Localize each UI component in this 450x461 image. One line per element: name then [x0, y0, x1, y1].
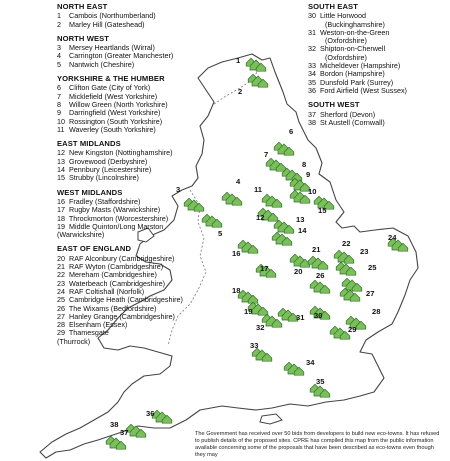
map-site-number-label: 13: [296, 215, 305, 224]
isle-of-wight: [260, 414, 282, 424]
map-site-number-label: 23: [360, 247, 369, 256]
legend-site-number: 13: [57, 156, 65, 166]
map-site-number-label: 21: [312, 245, 321, 254]
legend-site-name: Cambridge Heath (Cambridgeshire): [69, 295, 183, 305]
map-site-number-label: 37: [120, 428, 129, 437]
legend-site-number: 8: [57, 99, 61, 109]
map-site-number-label: 29: [348, 325, 357, 334]
legend-region-heading: WEST MIDLANDS: [57, 187, 123, 197]
legend-site-number: 36: [308, 85, 316, 95]
map-site-number-label: 16: [232, 249, 241, 258]
map-site-number-label: 34: [306, 358, 315, 367]
legend-site-name: Sherford (Devon): [320, 109, 376, 119]
legend-site-name: Clifton Gate (City of York): [69, 83, 151, 93]
map-site-number-label: 36: [146, 409, 155, 418]
legend-region-heading: YORKSHIRE & THE HUMBER: [57, 74, 165, 84]
legend-site-name: Waverley (South Yorkshire): [69, 124, 156, 134]
legend-site-item: [57, 338, 207, 346]
legend-region-heading: SOUTH EAST: [308, 2, 358, 11]
legend-site-number: 17: [57, 205, 65, 215]
legend-site-name: RAF Alconbury (Cambridgeshire): [69, 253, 175, 263]
legend-site-item: [57, 174, 207, 182]
legend-site-name: Middle Quinton/Long Marston: [69, 221, 164, 231]
legend-region-group: [308, 101, 448, 127]
legend-region-group: [57, 75, 207, 134]
legend-site-number: 16: [57, 196, 65, 206]
eco-town-marker-icon: [106, 436, 126, 449]
legend-site-name: Darringfield (West Yorkshire): [69, 108, 161, 118]
legend-site-name: Mereham (Cambridgeshire): [69, 270, 157, 280]
legend-region-group: [308, 3, 448, 95]
legend-site-name: (Buckinghamshire): [325, 19, 385, 29]
legend-site-number: 3: [57, 43, 61, 53]
map-site-number-label: 24: [388, 233, 397, 242]
map-site-number-label: 25: [368, 263, 377, 272]
legend-site-number: 1: [57, 11, 61, 21]
map-site-number-label: 31: [296, 313, 305, 322]
legend-site-name: Throckmorton (Worcestershire): [68, 213, 169, 223]
map-site-number-label: 8: [302, 160, 307, 169]
legend-site-number: 15: [57, 173, 65, 183]
legend-site-number: 26: [57, 303, 65, 313]
legend-region-group: [57, 35, 207, 69]
map-site-number-label: 14: [298, 226, 307, 235]
map-site-number-label: 22: [342, 239, 351, 248]
legend-site-item: [308, 87, 448, 95]
legend-site-name: RAF Coltishall (Norfolk): [69, 286, 145, 296]
legend-site-number: 19: [57, 221, 65, 231]
footnote-text: The Government has received over 50 bids from developers to build new eco-towns. It has refused to publish details of the proposed sites. CPRE has compiled this map from the public information available concerning some of the proposals that have been described as eco-towns even though they may: [195, 431, 440, 458]
map-site-number-label: 27: [366, 289, 375, 298]
legend-site-name: Weston-on-the-Green: [320, 27, 390, 37]
legend-site-name: Micheldever (Hampshire): [320, 61, 401, 71]
legend-site-name: Pennbury (Leicestershire): [69, 165, 152, 175]
legend-region-heading: EAST MIDLANDS: [57, 139, 121, 149]
legend-region-heading: NORTH EAST: [57, 2, 108, 11]
legend-site-name: (Oxfordshire): [325, 52, 367, 62]
legend-site-name: Marley Hill (Gateshead): [69, 19, 145, 29]
legend-site-number: 34: [308, 69, 316, 79]
map-site-number-label: 35: [316, 377, 325, 386]
legend-site-item: [57, 21, 207, 29]
legend-right: [308, 3, 448, 133]
legend-site-item: [57, 126, 207, 134]
legend-site-name: Fradley (Staffordshire): [69, 196, 141, 206]
legend-site-name: St Austell (Cornwall): [320, 117, 385, 127]
legend-site-number: 35: [308, 77, 316, 87]
legend-site-number: 12: [57, 148, 65, 158]
legend-site-number: 2: [57, 19, 61, 29]
map-site-number-label: 18: [232, 286, 241, 295]
legend-site-name: Thamesgate: [68, 328, 109, 338]
legend-site-name: Rugby Masts (Warwickshire): [69, 205, 161, 215]
legend-site-name: Little Horwood: [320, 11, 366, 21]
legend-site-number: 25: [57, 295, 65, 305]
legend-site-name: Nantwich (Cheshire): [69, 59, 135, 69]
map-site-number-label: 15: [318, 206, 327, 215]
legend-site-name: Rossington (South Yorkshire): [69, 116, 163, 126]
map-site-number-label: 10: [308, 187, 317, 196]
legend-site-name: Mersey Heartlands (Wirral): [69, 43, 155, 53]
legend-site-name: Cambois (Northumberland): [69, 11, 156, 21]
legend-site-number: 18: [57, 213, 65, 223]
legend-site-number: 24: [57, 286, 65, 296]
map-site-number-label: 4: [236, 177, 241, 186]
map-site-number-label: 38: [110, 420, 119, 429]
legend-site-item: [308, 119, 448, 127]
legend-site-name: RAF Wyton (Cambridgeshire): [69, 262, 164, 272]
legend-site-number: 22: [57, 270, 65, 280]
legend-site-name: Shipton-on-Cherwell: [320, 44, 386, 54]
legend-site-number: 6: [57, 83, 61, 93]
map-site-number-label: 12: [256, 213, 265, 222]
map-site-number-label: 32: [256, 323, 265, 332]
legend-site-number: 23: [57, 278, 65, 288]
legend-site-number: 5: [57, 59, 61, 69]
legend-site-name: Waterbeach (Cambridgeshire): [69, 278, 166, 288]
legend-site-number: 9: [57, 108, 61, 118]
legend-region-heading: NORTH WEST: [57, 33, 110, 43]
legend-region-heading: EAST OF ENGLAND: [57, 244, 132, 254]
legend-site-name: (Warwickshire): [57, 230, 105, 240]
map-site-number-label: 33: [250, 341, 259, 350]
map-site-number-label: 26: [316, 271, 325, 280]
legend-site-number: 33: [308, 61, 316, 71]
legend-site-name: Ford Airfield (West Sussex): [320, 85, 407, 95]
legend-site-number: 27: [57, 311, 65, 321]
map-site-number-label: 1: [236, 56, 241, 65]
legend-site-number: 7: [57, 91, 61, 101]
legend-region-heading: SOUTH WEST: [308, 100, 360, 110]
legend-site-number: 21: [57, 262, 65, 272]
legend-site-item: [57, 61, 207, 69]
map-site-number-label: 28: [372, 307, 381, 316]
legend-site-number: 32: [308, 44, 316, 54]
legend-site-name: Willow Green (North Yorkshire): [69, 99, 168, 109]
legend-site-number: 4: [57, 51, 61, 61]
map-site-number-label: 9: [306, 170, 311, 179]
map-site-number-label: 19: [244, 307, 253, 316]
map-site-number-label: 7: [264, 150, 269, 159]
map-site-number-label: 17: [260, 264, 269, 273]
legend-site-number: 30: [308, 11, 316, 21]
legend-left: [57, 3, 207, 352]
legend-site-name: Strubby (Lincolnshire): [69, 173, 139, 183]
legend-site-name: Bordon (Hampshire): [320, 69, 385, 79]
legend-site-number: 10: [57, 116, 65, 126]
map-site-number-label: 6: [289, 127, 294, 136]
legend-site-number: 11: [57, 124, 65, 134]
legend-site-number: 20: [57, 253, 65, 263]
legend-site-number: 37: [308, 109, 316, 119]
legend-site-number: 38: [308, 117, 316, 127]
legend-site-name: Dunsfold Park (Surrey): [320, 77, 394, 87]
legend-site-number: 31: [308, 27, 316, 37]
legend-site-number: 29: [57, 328, 65, 338]
legend-site-name: Elsenham (Essex): [69, 320, 128, 330]
legend-site-name: Hanley Grange (Cambridgeshire): [69, 311, 175, 321]
legend-site-name: Grovewood (Derbyshire): [69, 156, 148, 166]
legend-region-group: [57, 140, 207, 182]
legend-region-group: [57, 189, 207, 240]
legend-site-name: New Kingston (Nottinghamshire): [69, 148, 173, 158]
map-site-number-label: 20: [294, 267, 303, 276]
map-site-number-label: 5: [218, 229, 223, 238]
map-site-number-label: 11: [254, 185, 263, 194]
map-site-number-label: 2: [238, 87, 243, 96]
legend-region-group: [57, 245, 207, 346]
legend-site-number: 14: [57, 165, 65, 175]
legend-region-group: [57, 3, 207, 29]
legend-site-item: [57, 231, 207, 239]
legend-site-name: (Oxfordshire): [325, 36, 367, 46]
legend-site-name: Carrington (Greater Manchester): [69, 51, 174, 61]
map-site-number-label: 3: [176, 185, 181, 194]
map-site-number-label: 30: [314, 311, 323, 320]
legend-site-name: (Thurrock): [57, 336, 91, 346]
legend-site-name: The Wixams (Bedfordshire): [68, 303, 157, 313]
legend-site-number: 28: [57, 320, 65, 330]
legend-site-name: Micklefield (West Yorkshire): [69, 91, 158, 101]
